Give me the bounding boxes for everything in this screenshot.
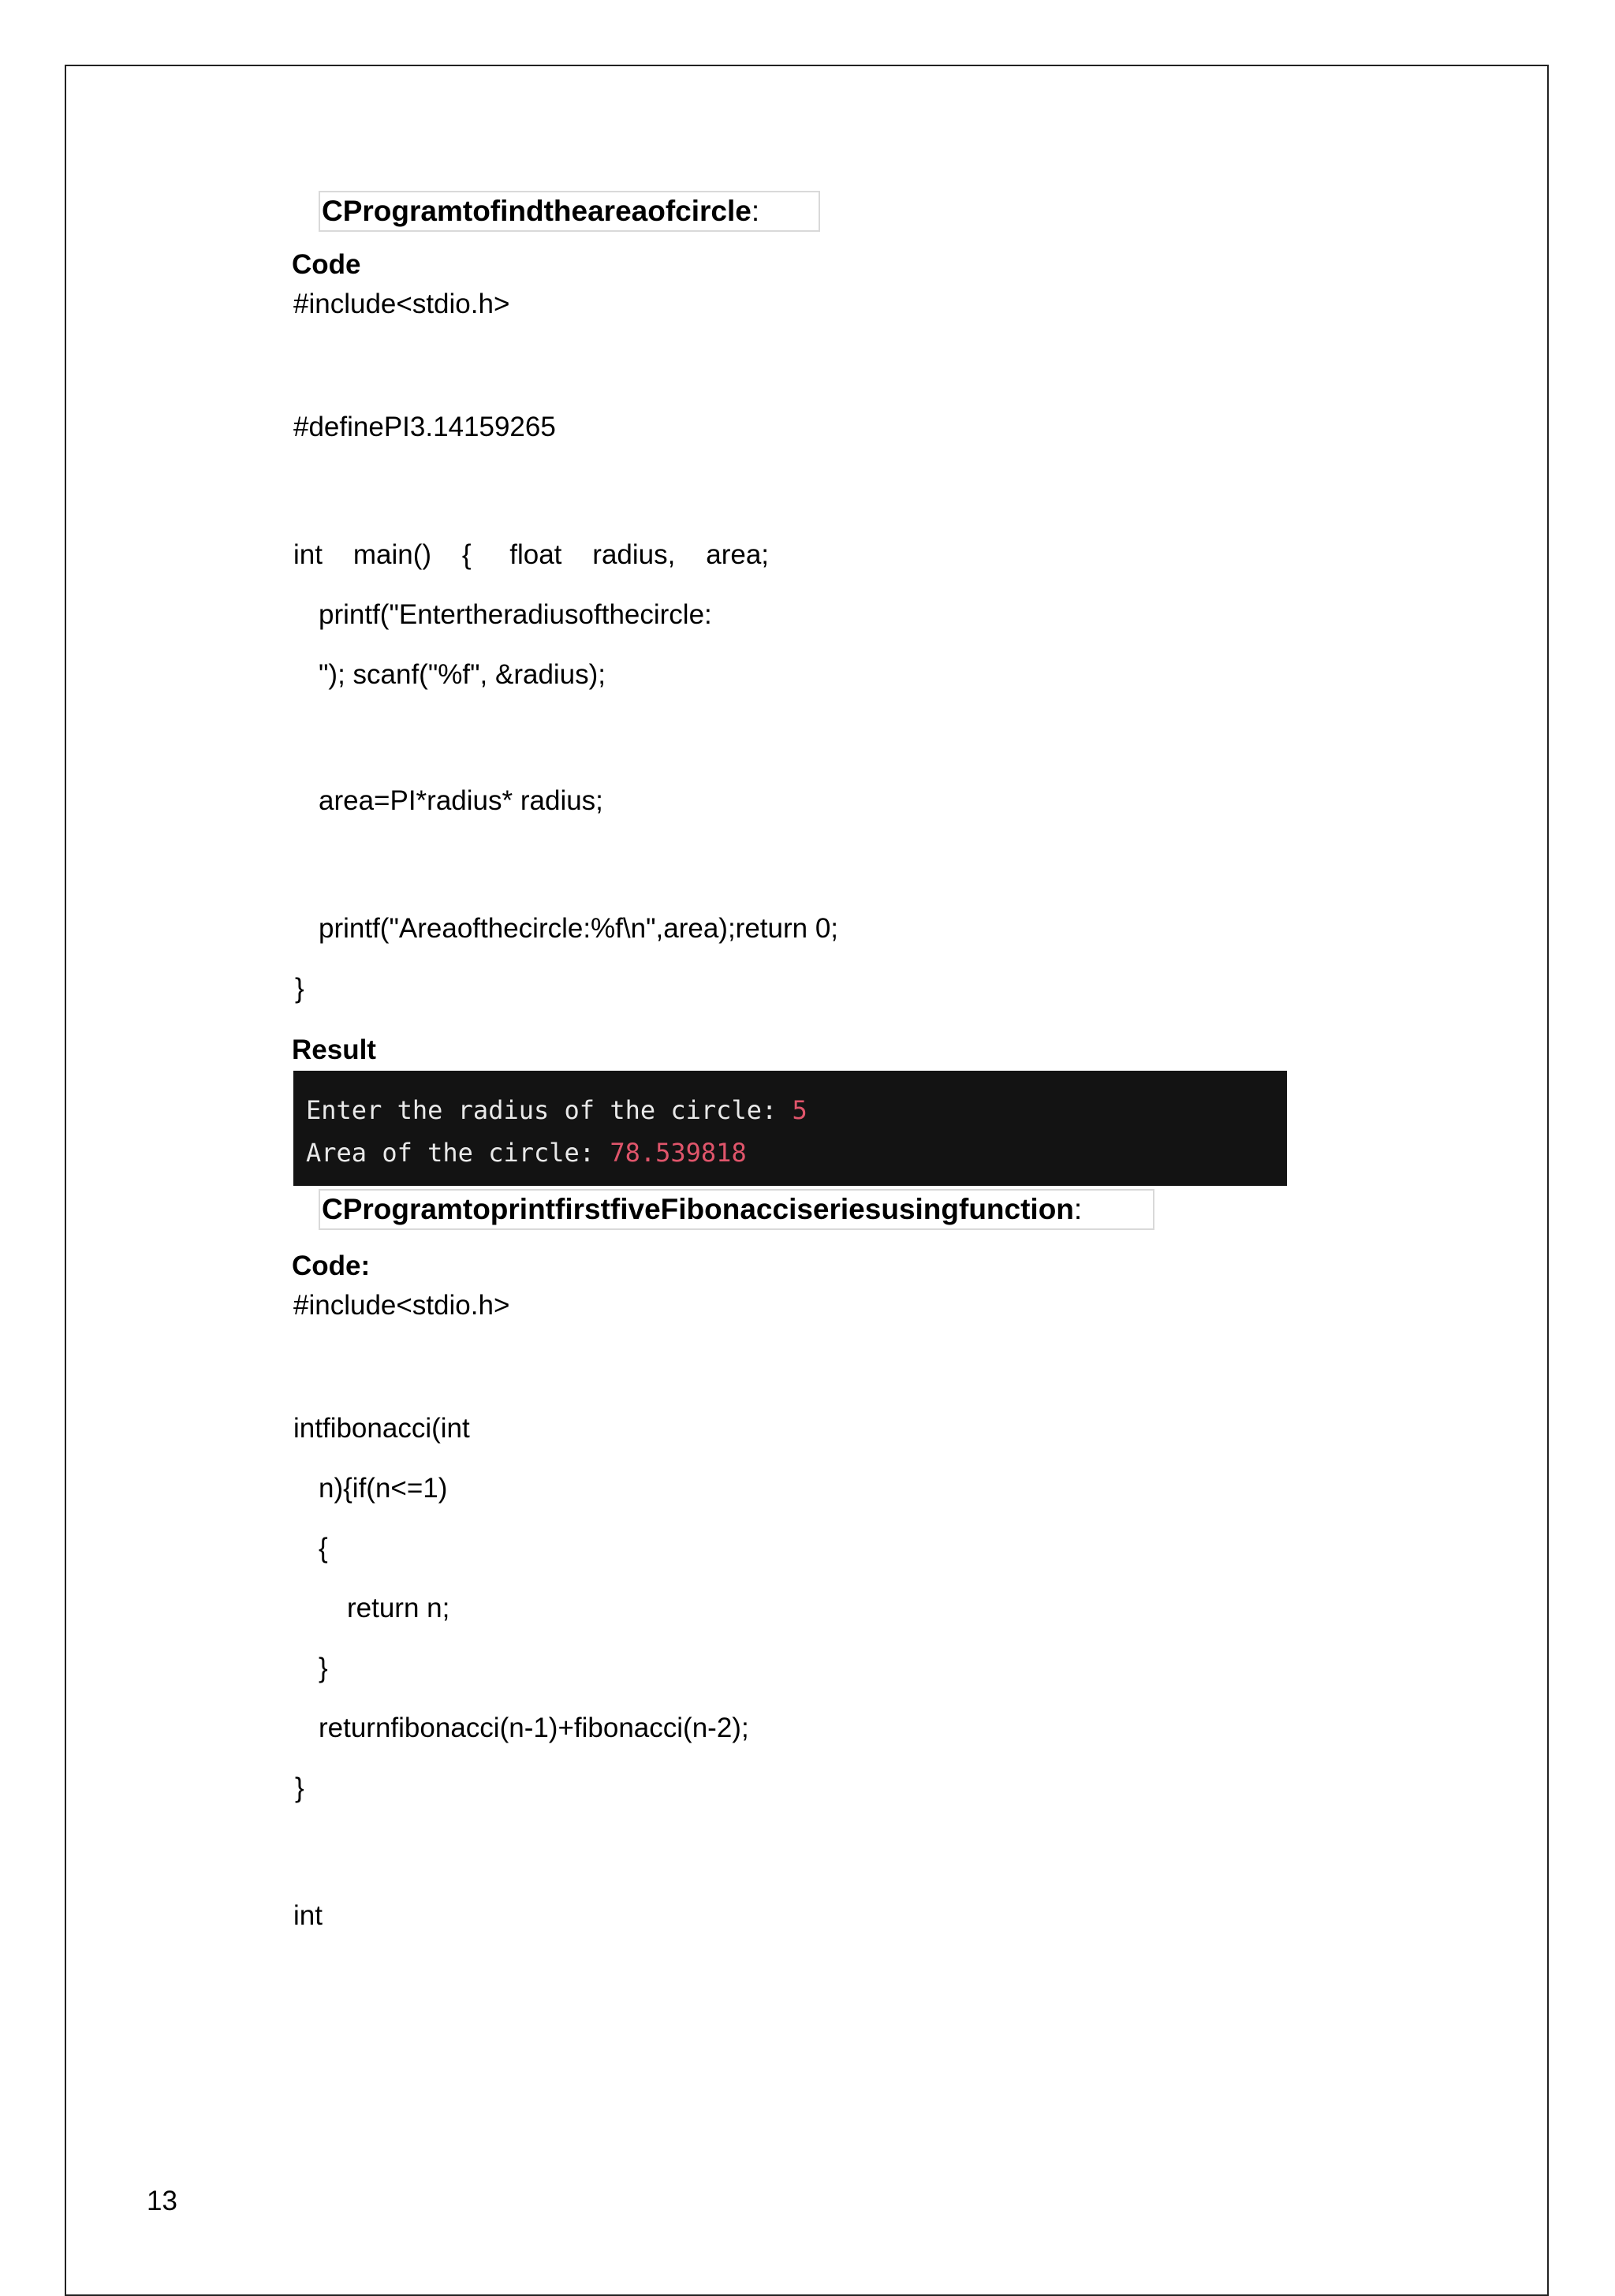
code-line: int main() { float radius, area; (293, 539, 770, 570)
section1-code-label: Code (292, 249, 361, 280)
code-line: returnfibonacci(n-1)+fibonacci(n-2); (319, 1713, 749, 1743)
section2-code-label: Code: (292, 1250, 371, 1281)
terminal-output (293, 1071, 1287, 1186)
page-number: 13 (147, 2186, 177, 2216)
code-line: area=PI*radius* radius; (319, 785, 603, 816)
section1-heading-text: CProgramtofindtheareaofcircle (322, 195, 752, 227)
terminal-input-value: 5 (792, 1095, 808, 1125)
code-line: } (319, 1653, 328, 1683)
section1-heading (319, 191, 820, 232)
code-line: n){if(n<=1) (319, 1473, 448, 1504)
result-label: Result (292, 1034, 376, 1065)
terminal-line-2 (306, 1137, 747, 1168)
section2-heading-colon: : (1073, 1193, 1083, 1225)
code-line: printf("Areaofthecircle:%f\n",area);return 0; (319, 913, 839, 944)
terminal-result-value: 78.539818 (610, 1138, 747, 1168)
code-line: printf("Entertheradiusofthecircle: (319, 599, 712, 630)
code-line: int (293, 1900, 323, 1931)
code-line: #include<stdio.h> (293, 289, 510, 319)
code-line: } (295, 973, 304, 1004)
section2-heading (319, 1189, 1154, 1230)
terminal-line-1 (306, 1094, 808, 1126)
code-line: "); scanf("%f", &radius); (319, 659, 606, 690)
code-line: } (295, 1772, 304, 1803)
section1-heading-colon: : (751, 195, 760, 227)
terminal-prompt-text: Enter the radius of the circle: (306, 1095, 793, 1125)
code-line: { (319, 1533, 328, 1564)
code-line: #include<stdio.h> (293, 1290, 510, 1321)
terminal-result-text: Area of the circle: (306, 1138, 610, 1168)
section2-heading-text: CProgramtoprintfirstfiveFibonacciseriesusingfunction (322, 1193, 1074, 1225)
code-line: #definePI3.14159265 (293, 412, 556, 442)
code-line: intfibonacci(int (293, 1413, 470, 1444)
code-line: return n; (347, 1593, 450, 1623)
